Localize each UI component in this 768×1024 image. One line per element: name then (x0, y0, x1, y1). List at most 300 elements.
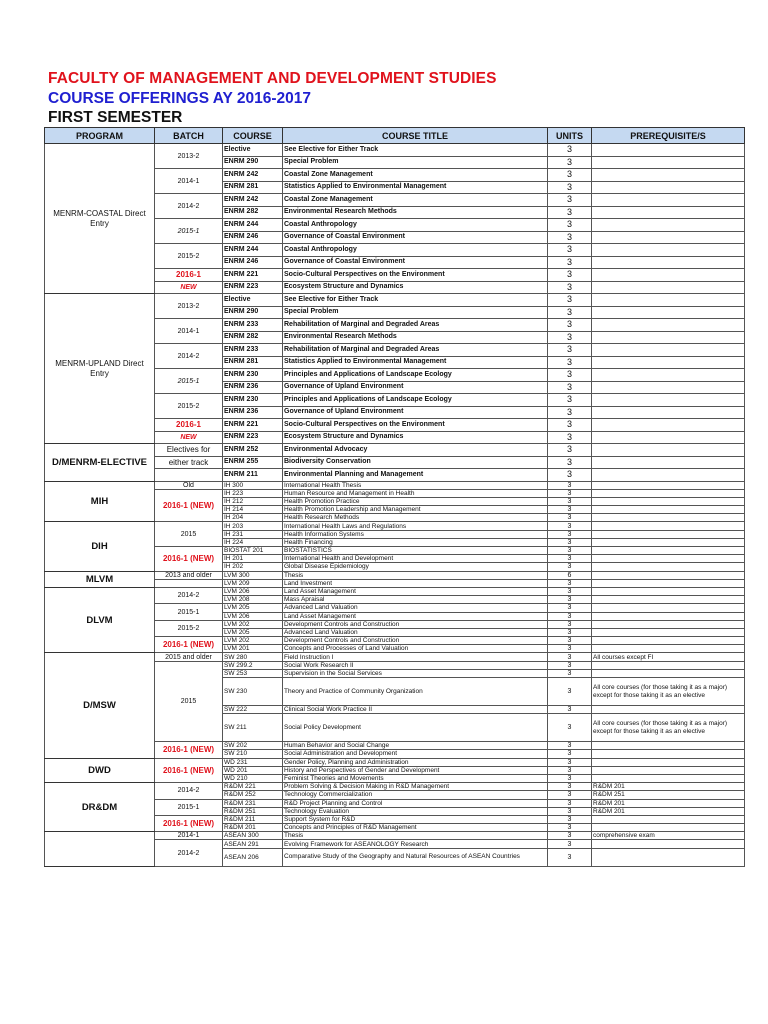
course-cell: LVM 201 (223, 645, 283, 653)
prerequisite-cell (592, 256, 745, 269)
batch-cell: 2014-2 (155, 783, 223, 799)
course-title-cell: Land Asset Management (283, 612, 548, 620)
prerequisite-cell (592, 506, 745, 514)
course-title-cell: Concepts and Principles of R&D Management (283, 824, 548, 832)
batch-cell: 2015 (155, 661, 223, 742)
batch-cell (155, 579, 223, 587)
units-cell: 3 (548, 169, 592, 182)
course-cell: LVM 205 (223, 604, 283, 612)
units-cell: 3 (548, 799, 592, 807)
course-title-cell: Social Administration and Development (283, 750, 548, 758)
units-cell: 3 (548, 497, 592, 505)
prerequisite-cell (592, 522, 745, 530)
course-title-cell: Problem Solving & Decision Making in R&D Management (283, 783, 548, 791)
batch-cell: 2016-1 (155, 419, 223, 432)
course-cell: LVM 300 (223, 571, 283, 579)
prerequisite-cell (592, 840, 745, 848)
prerequisite-cell (592, 742, 745, 750)
course-cell: ENRM 230 (223, 394, 283, 407)
course-title-cell: Socio-Cultural Perspectives on the Environment (283, 419, 548, 432)
course-title-cell: Rehabilitation of Marginal and Degraded Areas (283, 344, 548, 357)
units-cell: 3 (548, 431, 592, 444)
batch-cell: NEW (155, 281, 223, 294)
course-cell: ENRM 246 (223, 231, 283, 244)
course-title-cell: Ecosystem Structure and Dynamics (283, 431, 548, 444)
course-cell: IH 214 (223, 506, 283, 514)
course-title-cell: International Health and Development (283, 555, 548, 563)
units-cell: 3 (548, 807, 592, 815)
prerequisite-cell (592, 369, 745, 382)
batch-cell: Electives for (155, 444, 223, 457)
program-cell (45, 832, 155, 866)
prerequisite-cell (592, 637, 745, 645)
course-cell: ENRM 230 (223, 369, 283, 382)
units-cell: 3 (548, 306, 592, 319)
course-title-cell: Gender Policy, Planning and Administration (283, 758, 548, 766)
course-title-cell: BIOSTATISTICS (283, 547, 548, 555)
program-cell: MIH (45, 481, 155, 522)
prerequisite-cell: comprehensive exam (592, 832, 745, 840)
units-cell: 3 (548, 522, 592, 530)
units-cell: 3 (548, 645, 592, 653)
course-title-cell: Clinical Social Work Practice II (283, 706, 548, 714)
course-cell: R&DM 211 (223, 815, 283, 823)
prerequisite-cell (592, 281, 745, 294)
batch-cell: 2014-2 (155, 194, 223, 219)
units-cell: 3 (548, 714, 592, 742)
program-cell: D/MENRM-ELECTIVE (45, 444, 155, 482)
course-title-cell: Environmental Advocacy (283, 444, 548, 457)
prerequisite-cell (592, 604, 745, 612)
prerequisite-cell (592, 612, 745, 620)
col-batch: BATCH (155, 128, 223, 144)
course-title-cell: See Elective for Either Track (283, 144, 548, 157)
course-title-cell: Coastal Zone Management (283, 194, 548, 207)
prerequisite-cell (592, 579, 745, 587)
prerequisite-cell (592, 758, 745, 766)
course-title-cell: Advanced Land Valuation (283, 604, 548, 612)
batch-cell: 2013-2 (155, 144, 223, 169)
prerequisite-cell (592, 661, 745, 669)
course-cell: Elective (223, 294, 283, 307)
course-title-cell: Evolving Framework for ASEANOLOGY Research (283, 840, 548, 848)
units-cell: 3 (548, 587, 592, 595)
units-cell: 3 (548, 579, 592, 587)
batch-cell: 2014-1 (155, 832, 223, 840)
batch-cell (155, 469, 223, 482)
units-cell: 3 (548, 840, 592, 848)
prerequisite-cell (592, 628, 745, 636)
batch-cell: 2015-1 (155, 219, 223, 244)
prerequisite-cell (592, 206, 745, 219)
course-cell: ASEAN 291 (223, 840, 283, 848)
prerequisite-cell (592, 645, 745, 653)
units-cell: 3 (548, 774, 592, 782)
course-cell: ENRM 290 (223, 306, 283, 319)
prerequisite-cell (592, 706, 745, 714)
course-cell: LVM 206 (223, 587, 283, 595)
course-cell: IH 203 (223, 522, 283, 530)
course-cell: Elective (223, 144, 283, 157)
course-cell: ENRM 223 (223, 281, 283, 294)
units-cell: 3 (548, 750, 592, 758)
prerequisite-cell (592, 419, 745, 432)
course-cell: IH 224 (223, 538, 283, 546)
units-cell: 3 (548, 294, 592, 307)
units-cell: 3 (548, 547, 592, 555)
course-cell: ENRM 281 (223, 181, 283, 194)
faculty-title: FACULTY OF MANAGEMENT AND DEVELOPMENT STUDIES (48, 70, 497, 87)
course-title-cell: Coastal Anthropology (283, 219, 548, 232)
program-cell: DLVM (45, 587, 155, 653)
units-cell: 3 (548, 563, 592, 571)
prerequisite-cell: All courses except FI (592, 653, 745, 661)
units-cell: 3 (548, 381, 592, 394)
units-cell: 3 (548, 604, 592, 612)
prerequisite-cell (592, 848, 745, 866)
units-cell: 3 (548, 206, 592, 219)
course-cell: ENRM 290 (223, 156, 283, 169)
table-row (45, 571, 745, 579)
table-row (45, 522, 745, 530)
course-cell: ENRM 281 (223, 356, 283, 369)
prerequisite-cell (592, 469, 745, 482)
units-cell: 3 (548, 269, 592, 282)
prerequisite-cell: All core courses (for those taking it as a major) except for those taking it as an elective (592, 678, 745, 706)
batch-cell: 2015-2 (155, 394, 223, 419)
batch-cell: 2016-1 (NEW) (155, 489, 223, 522)
course-cell: R&DM 252 (223, 791, 283, 799)
units-cell: 3 (548, 319, 592, 332)
course-title-cell: Social Work Research II (283, 661, 548, 669)
course-title-cell: Feminist Theories and Movements (283, 774, 548, 782)
table-row (45, 144, 745, 157)
course-title-cell: International Health Thesis (283, 481, 548, 489)
table-row (45, 832, 745, 840)
program-cell: DR&DM (45, 783, 155, 832)
batch-cell: 2013 and older (155, 571, 223, 579)
units-cell: 3 (548, 281, 592, 294)
table-row (45, 294, 745, 307)
prerequisite-cell (592, 181, 745, 194)
prerequisite-cell (592, 530, 745, 538)
batch-cell: 2015 (155, 522, 223, 547)
prerequisite-cell: R&DM 201 (592, 799, 745, 807)
course-title-cell: Statistics Applied to Environmental Management (283, 356, 548, 369)
course-cell: ENRM 211 (223, 469, 283, 482)
prerequisite-cell (592, 244, 745, 257)
course-cell: ENRM 223 (223, 431, 283, 444)
course-title-cell: Health Information Systems (283, 530, 548, 538)
course-title-cell: Biodiversity Conservation (283, 456, 548, 469)
prerequisite-cell (592, 766, 745, 774)
course-cell: IH 204 (223, 514, 283, 522)
prerequisite-cell (592, 319, 745, 332)
units-cell: 3 (548, 596, 592, 604)
course-title-cell: Coastal Anthropology (283, 244, 548, 257)
course-cell: WD 231 (223, 758, 283, 766)
prerequisite-cell (592, 596, 745, 604)
prerequisite-cell (592, 456, 745, 469)
units-cell: 3 (548, 419, 592, 432)
prerequisite-cell (592, 547, 745, 555)
prerequisite-cell: R&DM 251 (592, 791, 745, 799)
course-cell: SW 211 (223, 714, 283, 742)
table-row (45, 783, 745, 791)
prerequisite-cell (592, 156, 745, 169)
course-title-cell: Health Research Methods (283, 514, 548, 522)
course-cell: ENRM 255 (223, 456, 283, 469)
units-cell: 3 (548, 481, 592, 489)
course-cell: SW 230 (223, 678, 283, 706)
prerequisite-cell (592, 538, 745, 546)
col-program: PROGRAM (45, 128, 155, 144)
course-cell: BIOSTAT 201 (223, 547, 283, 555)
units-cell: 3 (548, 824, 592, 832)
course-cell: SW 280 (223, 653, 283, 661)
program-cell: MLVM (45, 571, 155, 587)
units-cell: 3 (548, 742, 592, 750)
course-title-cell: Support System for R&D (283, 815, 548, 823)
course-title-cell: R&D Project Planning and Control (283, 799, 548, 807)
batch-cell: 2014-2 (155, 840, 223, 866)
course-title-cell: Governance of Upland Environment (283, 406, 548, 419)
course-cell: R&DM 231 (223, 799, 283, 807)
course-cell: ENRM 221 (223, 269, 283, 282)
course-title-cell: Governance of Coastal Environment (283, 256, 548, 269)
course-cell: LVM 209 (223, 579, 283, 587)
units-cell: 3 (548, 344, 592, 357)
course-cell: ASEAN 206 (223, 848, 283, 866)
prerequisite-cell (592, 356, 745, 369)
batch-cell: either track (155, 456, 223, 469)
course-title-cell: Coastal Zone Management (283, 169, 548, 182)
table-row (45, 444, 745, 457)
prerequisite-cell (592, 381, 745, 394)
prerequisite-cell (592, 497, 745, 505)
course-title-cell: Advanced Land Valuation (283, 628, 548, 636)
course-cell: R&DM 221 (223, 783, 283, 791)
units-cell: 3 (548, 538, 592, 546)
course-title-cell: Statistics Applied to Environmental Management (283, 181, 548, 194)
program-cell: MENRM-COASTAL Direct Entry (45, 144, 155, 294)
batch-cell: 2016-1 (155, 269, 223, 282)
table-row (45, 758, 745, 766)
col-course-title: COURSE TITLE (283, 128, 548, 144)
units-cell: 3 (548, 758, 592, 766)
units-cell: 3 (548, 530, 592, 538)
prerequisite-cell: All core courses (for those taking it as a major) except for those taking it as an elective (592, 714, 745, 742)
course-title-cell: Human Behavior and Social Change (283, 742, 548, 750)
units-cell: 3 (548, 612, 592, 620)
units-cell: 3 (548, 506, 592, 514)
batch-cell: 2015-1 (155, 604, 223, 620)
units-cell: 3 (548, 555, 592, 563)
course-cell: SW 253 (223, 669, 283, 677)
program-cell: DWD (45, 758, 155, 783)
col-prerequisites: PREREQUISITE/S (592, 128, 745, 144)
prerequisite-cell (592, 514, 745, 522)
prerequisite-cell (592, 394, 745, 407)
units-cell: 3 (548, 489, 592, 497)
batch-cell: 2014-1 (155, 319, 223, 344)
units-cell: 3 (548, 815, 592, 823)
batch-cell: 2015-2 (155, 620, 223, 636)
units-cell: 3 (548, 791, 592, 799)
course-cell: ENRM 282 (223, 206, 283, 219)
units-cell: 3 (548, 706, 592, 714)
units-cell: 3 (548, 678, 592, 706)
course-cell: ASEAN 300 (223, 832, 283, 840)
course-title-cell: Development Controls and Construction (283, 637, 548, 645)
batch-cell: 2015-1 (155, 799, 223, 815)
units-cell: 3 (548, 244, 592, 257)
prerequisite-cell (592, 219, 745, 232)
units-cell: 3 (548, 194, 592, 207)
batch-cell: 2016-1 (NEW) (155, 815, 223, 831)
units-cell: 3 (548, 144, 592, 157)
course-title-cell: Supervision in the Social Services (283, 669, 548, 677)
course-cell: ENRM 244 (223, 244, 283, 257)
course-cell: SW 222 (223, 706, 283, 714)
course-title-cell: Theory and Practice of Community Organization (283, 678, 548, 706)
course-title-cell: Governance of Coastal Environment (283, 231, 548, 244)
prerequisite-cell (592, 269, 745, 282)
units-cell: 3 (548, 514, 592, 522)
course-cell: LVM 202 (223, 620, 283, 628)
prerequisite-cell (592, 194, 745, 207)
course-cell: SW 299.2 (223, 661, 283, 669)
batch-cell: 2016-1 (NEW) (155, 547, 223, 572)
course-cell: WD 210 (223, 774, 283, 782)
course-title-cell: Rehabilitation of Marginal and Degraded Areas (283, 319, 548, 332)
table-row (45, 481, 745, 489)
course-title-cell: Land Investment (283, 579, 548, 587)
course-title-cell: Environmental Research Methods (283, 206, 548, 219)
course-title-cell: Thesis (283, 571, 548, 579)
units-cell: 3 (548, 669, 592, 677)
course-title-cell: Ecosystem Structure and Dynamics (283, 281, 548, 294)
prerequisite-cell (592, 774, 745, 782)
course-title-cell: Concepts and Processes of Land Valuation (283, 645, 548, 653)
course-title-cell: Social Policy Development (283, 714, 548, 742)
course-cell: SW 202 (223, 742, 283, 750)
batch-cell: 2014-1 (155, 169, 223, 194)
course-title-cell: Technology Commercialization (283, 791, 548, 799)
course-title-cell: International Health Laws and Regulations (283, 522, 548, 530)
course-cell: LVM 206 (223, 612, 283, 620)
course-title-cell: Environmental Planning and Management (283, 469, 548, 482)
course-title-cell: Technology Evaluation (283, 807, 548, 815)
course-title-cell: Health Promotion Practice (283, 497, 548, 505)
batch-cell: 2016-1 (NEW) (155, 742, 223, 758)
units-cell: 3 (548, 219, 592, 232)
program-cell: DIH (45, 522, 155, 571)
course-cell: ENRM 221 (223, 419, 283, 432)
course-title-cell: Global Disease Epidemiology (283, 563, 548, 571)
course-title-cell: Mass Apraisal (283, 596, 548, 604)
course-cell: LVM 205 (223, 628, 283, 636)
course-cell: ENRM 242 (223, 169, 283, 182)
units-cell: 3 (548, 661, 592, 669)
units-cell: 3 (548, 766, 592, 774)
course-cell: WD 201 (223, 766, 283, 774)
course-title-cell: Health Promotion Leadership and Management (283, 506, 548, 514)
prerequisite-cell (592, 144, 745, 157)
course-cell: ENRM 252 (223, 444, 283, 457)
units-cell: 3 (548, 456, 592, 469)
prerequisite-cell (592, 555, 745, 563)
units-cell: 3 (548, 832, 592, 840)
course-title-cell: Special Problem (283, 306, 548, 319)
units-cell: 3 (548, 444, 592, 457)
batch-cell: 2015 and older (155, 653, 223, 661)
course-cell: ENRM 244 (223, 219, 283, 232)
batch-cell: 2016-1 (NEW) (155, 637, 223, 653)
units-cell: 3 (548, 369, 592, 382)
prerequisite-cell (592, 294, 745, 307)
course-cell: IH 202 (223, 563, 283, 571)
units-cell: 3 (548, 469, 592, 482)
offerings-title: COURSE OFFERINGS AY 2016-2017 (48, 90, 312, 107)
program-cell: MENRM-UPLAND Direct Entry (45, 294, 155, 444)
course-title-cell: Health Financing (283, 538, 548, 546)
prerequisite-cell (592, 344, 745, 357)
course-cell: ENRM 236 (223, 406, 283, 419)
units-cell: 3 (548, 394, 592, 407)
units-cell: 3 (548, 331, 592, 344)
batch-cell: 2013-2 (155, 294, 223, 319)
units-cell: 3 (548, 256, 592, 269)
course-cell: ENRM 233 (223, 344, 283, 357)
units-cell: 3 (548, 848, 592, 866)
course-cell: R&DM 251 (223, 807, 283, 815)
prerequisite-cell (592, 620, 745, 628)
course-title-cell: Principles and Applications of Landscape Ecology (283, 394, 548, 407)
course-title-cell: Land Asset Management (283, 587, 548, 595)
course-title-cell: Thesis (283, 832, 548, 840)
batch-cell: 2014-2 (155, 344, 223, 369)
prerequisite-cell (592, 750, 745, 758)
course-cell: IH 300 (223, 481, 283, 489)
course-cell: IH 231 (223, 530, 283, 538)
units-cell: 6 (548, 571, 592, 579)
batch-cell: 2015-2 (155, 244, 223, 269)
units-cell: 3 (548, 356, 592, 369)
prerequisite-cell (592, 331, 745, 344)
prerequisite-cell: R&DM 201 (592, 783, 745, 791)
course-cell: SW 210 (223, 750, 283, 758)
prerequisite-cell (592, 824, 745, 832)
course-title-cell: Governance of Upland Environment (283, 381, 548, 394)
units-cell: 3 (548, 620, 592, 628)
course-title-cell: Environmental Research Methods (283, 331, 548, 344)
course-cell: IH 223 (223, 489, 283, 497)
prerequisite-cell (592, 815, 745, 823)
course-cell: IH 201 (223, 555, 283, 563)
prerequisite-cell: R&DM 201 (592, 807, 745, 815)
course-cell: LVM 208 (223, 596, 283, 604)
program-cell: D/MSW (45, 653, 155, 758)
prerequisite-cell (592, 563, 745, 571)
course-cell: ENRM 236 (223, 381, 283, 394)
units-cell: 3 (548, 637, 592, 645)
units-cell: 3 (548, 628, 592, 636)
units-cell: 3 (548, 406, 592, 419)
prerequisite-cell (592, 431, 745, 444)
prerequisite-cell (592, 571, 745, 579)
prerequisite-cell (592, 489, 745, 497)
